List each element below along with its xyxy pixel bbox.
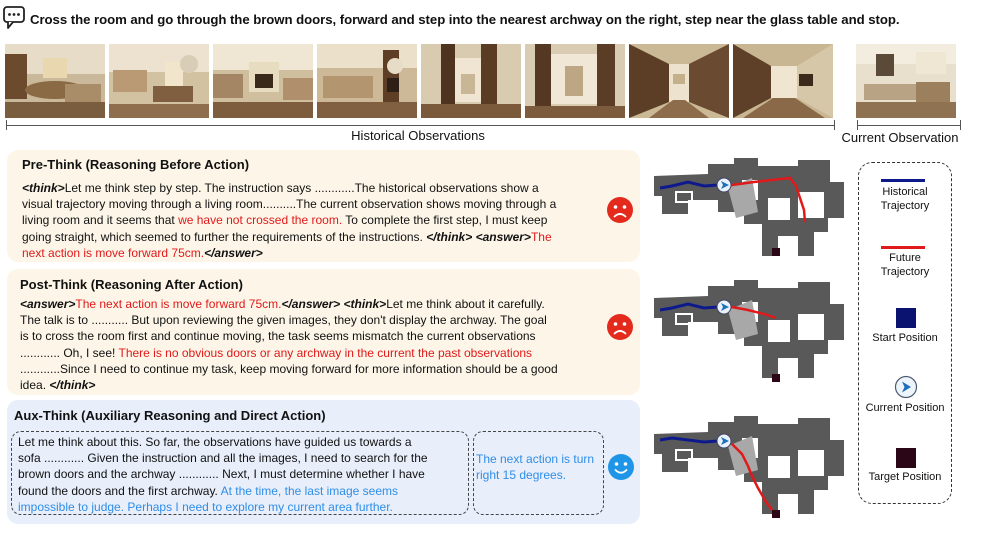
text-run: The next action is move forward 75cm. <box>75 297 282 311</box>
text-run: sofa ............ Given the instruction and all the images, I need to search for the <box>18 451 428 466</box>
text-line <box>18 499 468 515</box>
historical-frame-5 <box>421 44 521 118</box>
text-run: ............Since I need to continue my task, keep moving forward for more information should be a good <box>20 361 558 376</box>
text-run: going straight, which seemed to further the requirements of the instructions. <box>22 229 427 244</box>
text-run: </answer> <think> <box>281 297 387 311</box>
speech-bubble-icon <box>2 5 28 31</box>
pre-think-text <box>22 180 602 261</box>
current-bracket-left-tick <box>857 120 858 130</box>
text-line <box>20 328 610 344</box>
legend-future-line-1: Future <box>889 252 921 264</box>
historical-frame-1 <box>5 44 105 118</box>
legend-current-label: Current Position <box>865 402 945 414</box>
happy-face-icon <box>607 453 635 481</box>
text-line <box>20 345 610 361</box>
historical-frame-4 <box>317 44 417 118</box>
current-observation-frame <box>856 44 956 118</box>
historical-trajectory-swatch <box>881 179 925 182</box>
text-run: </think> <box>49 378 96 393</box>
text-line <box>20 312 610 328</box>
post-think-text <box>20 296 610 393</box>
target-position-swatch <box>896 448 916 468</box>
text-run: Let me think about it carefully. <box>386 297 545 311</box>
text-run: At the time, the last image seems <box>220 483 398 498</box>
text-run: is to cross the room first and continue moving, the task seems mismatch the current observations <box>20 329 536 344</box>
aux-action-line-2: right 15 degrees. <box>476 468 567 483</box>
historical-observations-label: Historical Observations <box>351 128 485 143</box>
text-run: found the doors and the first archway. <box>18 483 221 498</box>
aux-action-text <box>476 451 604 483</box>
text-run: To complete the first step, I must keep <box>342 213 548 228</box>
post-think-title: Post-Think (Reasoning After Action) <box>20 277 243 292</box>
text-run: idea. <box>20 378 50 393</box>
historical-frame-3 <box>213 44 313 118</box>
text-run: ............ Oh, I see! <box>20 345 119 360</box>
text-line <box>22 229 602 245</box>
legend-future-line-2: Trajectory <box>880 265 930 278</box>
current-position-arrow-icon <box>894 375 918 399</box>
legend-start-label: Start Position <box>872 332 938 344</box>
text-run: Let me think about this. So far, the observations have guided us towards a <box>18 435 412 449</box>
text-run: </answer> <box>204 245 263 260</box>
text-line <box>18 434 468 450</box>
text-line <box>18 450 468 466</box>
text-line <box>18 483 468 499</box>
legend-historical-line-1: Historical <box>882 186 928 198</box>
sad-face-icon <box>606 196 634 224</box>
current-bracket-right-tick <box>960 120 961 130</box>
text-run: next action is move forward 75cm. <box>22 245 205 260</box>
text-run: The talk is to ........... But upon reviewing the given images, they don't display the archway. The goal <box>20 313 547 328</box>
text-run: living room and it seems that <box>22 213 179 228</box>
text-run: <answer> <box>20 297 76 311</box>
aux-think-text <box>18 434 468 515</box>
text-line <box>20 361 610 377</box>
legend-future-label <box>846 252 964 279</box>
text-line <box>20 377 610 393</box>
future-trajectory-swatch <box>881 246 925 249</box>
pre-think-title: Pre-Think (Reasoning Before Action) <box>22 157 250 172</box>
historical-frame-8 <box>733 44 833 118</box>
trajectory-map-pre <box>648 152 848 262</box>
legend-historical-line-2: Trajectory <box>880 199 930 212</box>
text-run: <think> <box>22 181 65 195</box>
historical-frame-2 <box>109 44 209 118</box>
aux-think-title: Aux-Think (Auxiliary Reasoning and Direct Action) <box>14 408 326 423</box>
text-run: brown doors and the archway ............ Next, I must determine whether I have <box>18 467 425 482</box>
text-run: we have not crossed the room. <box>178 213 343 228</box>
historical-frame-7 <box>629 44 729 118</box>
sad-face-icon <box>606 313 634 341</box>
text-line <box>22 212 602 228</box>
legend-historical-label <box>846 186 964 213</box>
legend-target-label: Target Position <box>868 471 942 483</box>
instruction-text: Cross the room and go through the brown doors, forward and step into the nearest archway on the right, step near the glass table and stop. <box>30 12 900 27</box>
text-run: There is no obvious doors or any archway in the current the past observations <box>118 345 533 360</box>
text-line <box>22 245 602 261</box>
aux-action-line-1: The next action is turn <box>476 452 595 466</box>
text-run: impossible to judge. Perhaps I need to explore my current area further. <box>18 499 393 514</box>
text-run: The <box>530 229 552 244</box>
historical-frame-6 <box>525 44 625 118</box>
text-run: visual trajectory moving through a living room..........The current observation shows moving through a <box>22 197 557 212</box>
text-line <box>22 196 602 212</box>
text-line <box>18 466 468 482</box>
historical-bracket <box>6 125 834 126</box>
text-line <box>22 180 602 196</box>
trajectory-map-post <box>648 274 848 384</box>
text-line <box>20 296 610 312</box>
text-run: </think> <answer> <box>426 229 531 244</box>
text-run: Let me think step by step. The instruction says ............The historical observations show a <box>64 181 539 195</box>
start-position-swatch <box>896 308 916 328</box>
current-observation-label: Current Observation <box>841 130 959 145</box>
current-bracket <box>857 125 960 126</box>
trajectory-map-aux <box>648 410 848 520</box>
